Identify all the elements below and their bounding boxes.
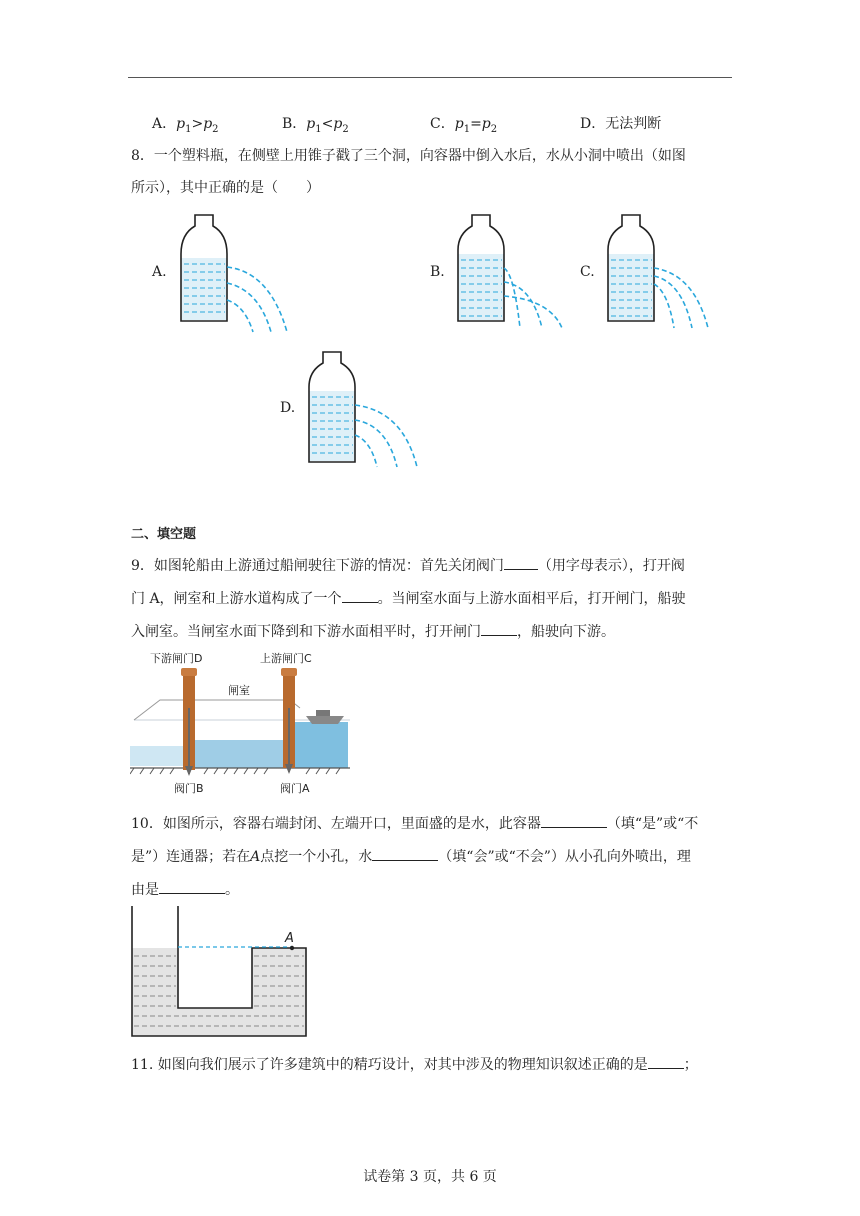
option-c-q7: C．$p_1=p_2$ [430, 116, 498, 135]
ship-lock-figure [130, 648, 350, 796]
option-b-label: B. [430, 264, 445, 280]
blank-10-1[interactable] [541, 812, 607, 828]
label-gate-d: 下游闸门D [150, 652, 203, 665]
question-11: 11. 如图向我们展示了许多建筑中的精巧设计，对其中涉及的物理知识叙述正确的是 ； [131, 1053, 698, 1075]
section-title: 二、填空题 [131, 527, 197, 542]
question-9-line2: 门 A，闸室和上游水道构成了一个 。当闸室水面与上游水面相平后，打开闸门，船驶 [131, 587, 686, 609]
blank-11-1[interactable] [648, 1053, 684, 1069]
blank-9-2[interactable] [342, 587, 378, 603]
option-d-label: D. [280, 400, 296, 416]
option-d-q7: D．无法判断 [580, 116, 662, 132]
option-b-q7: B．$p_1<p_2$ [282, 116, 349, 135]
option-a-q7: A．$p_1>p_2$ [152, 116, 219, 135]
option-c-label: C. [580, 264, 595, 280]
blank-10-2[interactable] [372, 845, 438, 861]
question-9-line1: 9．如图轮船由上游通过船闸驶往下游的情况：首先关闭阀门 （用字母表示），打开阀 [131, 554, 685, 576]
page-footer: 试卷第 3 页，共 6 页 [363, 1169, 497, 1185]
option-a-label: A. [152, 264, 167, 280]
question-10-line3: 由是 。 [131, 878, 239, 900]
bottle-figure-b [452, 210, 577, 335]
question-9-line3: 入闸室。当闸室水面下降到和下游水面相平时，打开闸门 ，船驶向下游。 [131, 620, 615, 642]
label-chamber: 闸室 [228, 684, 250, 697]
blank-9-1[interactable] [504, 554, 538, 570]
blank-10-3[interactable] [159, 878, 225, 894]
u-container-figure [130, 904, 312, 1040]
blank-9-3[interactable] [481, 620, 517, 636]
label-valve-a: 阀门A [280, 782, 310, 795]
question-10-line1: 10．如图所示，容器右端封闭、左端开口，里面盛的是水，此容器 （填“是”或“不 [131, 812, 698, 834]
question-8-line2: 所示），其中正确的是（ ） [131, 180, 320, 196]
bottle-figure-d [303, 347, 428, 472]
header-rule [128, 77, 732, 78]
bottle-figure-a [175, 210, 300, 335]
label-valve-b: 阀门B [174, 782, 204, 795]
label-point-a: A [285, 931, 294, 946]
question-10-line2: 是”）连通器；若在A点挖一个小孔，水 （填“会”或“不会”）从小孔向外喷出，理 [131, 845, 691, 867]
label-gate-c: 上游闸门C [260, 652, 312, 665]
question-8-line1: 8．一个塑料瓶，在侧壁上用锥子戳了三个洞，向容器中倒入水后，水从小洞中喷出（如图 [131, 148, 686, 164]
bottle-figure-c [602, 210, 727, 335]
